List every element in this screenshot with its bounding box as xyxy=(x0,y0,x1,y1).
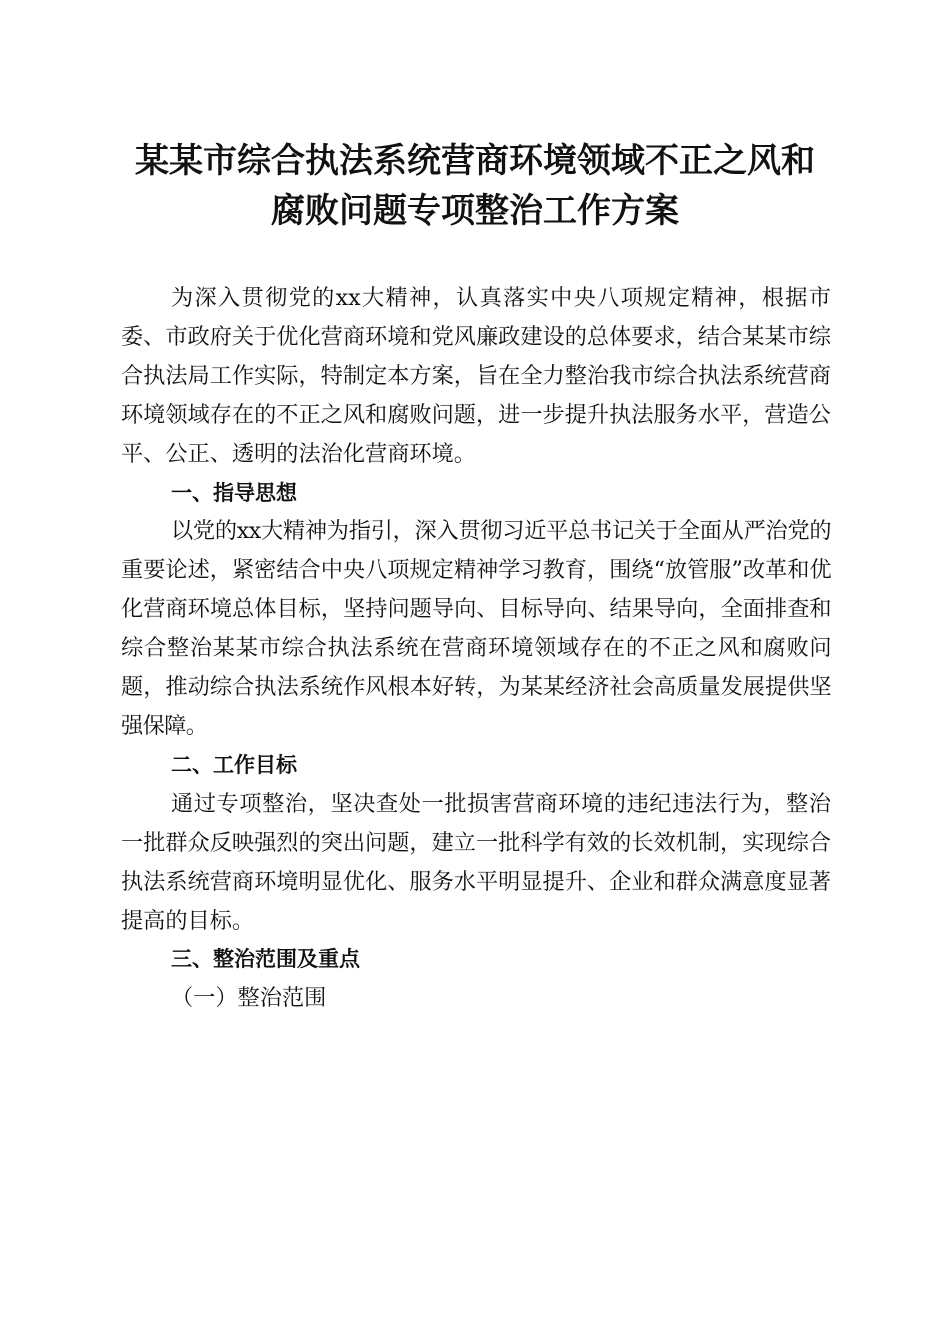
title-line-2: 腐败问题专项整治工作方案 xyxy=(271,191,679,231)
document-title xyxy=(100,136,850,236)
section-1-paragraph: 以党的xx大精神为指引，深入贯彻习近平总书记关于全面从严治党的重要论述，紧密结合中央八项规定精神学习教育，围绕“放管服”改革和优化营商环境总体目标，坚持问题导向、目标导向、结果导向，全面排查和综合整治某某市综合执法系统在营商环境领域存在的不正之风和腐败问题，推动综合执法系统作风根本好转，为某某经济社会高质量发展提供坚强保障。 xyxy=(121,518,831,739)
title-line-1: 某某市综合执法系统营商环境领域不正之风和 xyxy=(135,141,815,181)
section-3-subheading-1: （一）整治范围 xyxy=(171,985,327,1012)
section-2-heading: 二、工作目标 xyxy=(171,752,297,777)
section-1-heading: 一、指导思想 xyxy=(171,480,297,505)
section-3-heading: 三、整治范围及重点 xyxy=(171,947,360,972)
document-body xyxy=(121,279,831,1018)
section-2-paragraph: 通过专项整治，坚决查处一批损害营商环境的违纪违法行为，整治一批群众反映强烈的突出问题，建立一批科学有效的长效机制，实现综合执法系统营商环境明显优化、服务水平明显提升、企业和群众满意度显著提高的目标。 xyxy=(121,790,831,934)
intro-paragraph: 为深入贯彻党的xx大精神，认真落实中央八项规定精神，根据市委、市政府关于优化营商环境和党风廉政建设的总体要求，结合某某市综合执法局工作实际，特制定本方案，旨在全力整治我市综合执法系统营商环境领域存在的不正之风和腐败问题，进一步提升执法服务水平，营造公平、公正、透明的法治化营商环境。 xyxy=(121,285,831,467)
